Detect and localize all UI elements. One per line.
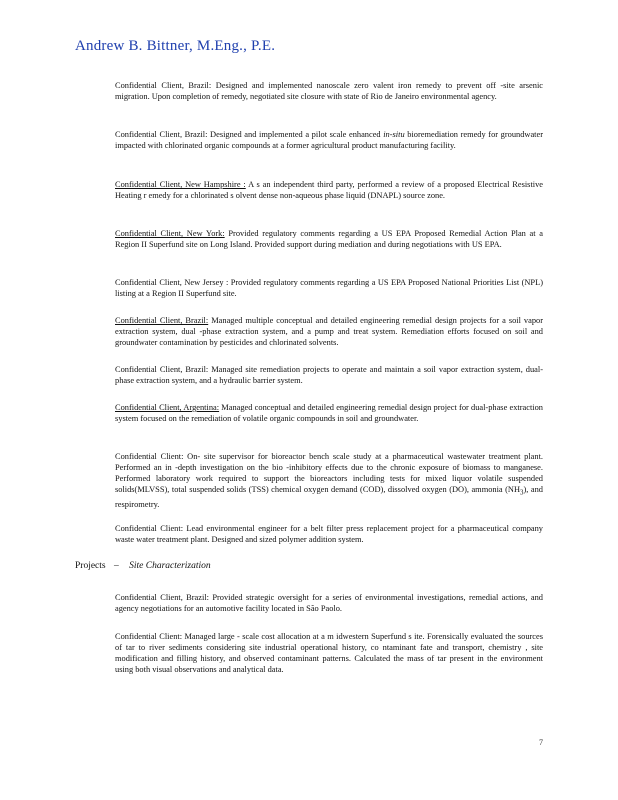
client-name: Confidential Client, New Hampshire : <box>115 180 246 189</box>
project-paragraph-1: Confidential Client, Brazil: Designed and implemented nanoscale zero valent iron remedy to prevent off -site arsenic migration. Upon completion of remedy, negotiated site closure with state of Rio de Janeiro environmental agency. <box>115 81 543 101</box>
project-paragraph-11: Confidential Client, Brazil: Provided strategic oversight for a series of environmental investigations, remedial actions, and agency negotiations for an automotive facility located in São Paolo. <box>115 593 543 613</box>
project-paragraph-5: Confidential Client, New Jersey : Provided regulatory comments regarding a US EPA Proposed National Priorities List (NPL) listing at a Region II Superfund site. <box>115 278 543 298</box>
project-paragraph-3 <box>115 179 543 201</box>
paragraph-text: Managed multiple conceptual and detailed engineering remedial design projects for a soil vapor extraction system, dual -phase extraction system, and a pump and treat system. Remediation efforts focused on soil and groundwater contamination by pesticides and chlorinated solvents. <box>115 316 543 347</box>
project-paragraph-12: Confidential Client: Managed large - scale cost allocation at a m idwestern Superfund s ite. Forensically evaluated the sources of tar to river sediments considering site industrial operational history, co ntaminant fate and transport, chemistry , site modification and filling history, and observed contaminant patterns. Calculated the mass of tar present in the environment using both visual observations and analytical data. <box>115 632 543 674</box>
project-paragraph-2 <box>115 129 543 151</box>
project-paragraph-9 <box>115 451 543 510</box>
project-paragraph-6 <box>115 315 543 348</box>
client-name: Confidential Client, Brazil: <box>115 316 209 325</box>
section-label: Projects <box>75 561 106 571</box>
paragraph-text: Managed conceptual and detailed engineering remedial design project for dual-phase extraction system focused on the remediation of volatile organic compounds in soil and groundwater. <box>115 403 543 423</box>
paragraph-text: ), and respirometry. <box>115 485 543 509</box>
paragraph-text: A s an independent third party, performed a review of a proposed Electrical Resistive Heating r emedy for a chlorinated s olvent dense non-aqueous phase liquid (DNAPL) source zone. <box>115 180 544 200</box>
client-name: Confidential Client, Argentina: <box>115 403 220 412</box>
paragraph-text: Provided regulatory comments regarding a US EPA Proposed Remedial Action Plan at a Region II Superfund site on Long Island. Provided support during mediation and during negotiations with US EPA. <box>115 229 543 249</box>
page-number: 7 <box>539 738 543 747</box>
paragraph-text: Confidential Client, Brazil: Designed and implemented a pilot scale enhanced <box>115 130 384 139</box>
section-dash: – <box>113 561 119 571</box>
project-paragraph-8 <box>115 402 543 424</box>
paragraph-text: Confidential Client: On- site supervisor for bioreactor bench scale study at a pharmaceutical wastewater treatment plant. Performed an in -depth investigation on the bio -inhibitory effects due to the chronic exposure of biomass to manganese. Performed laboratory work required to support the bioreactors including tests for mixed liquor volatile suspended solids(MLVSS), total suspended solids (TSS) chemical oxygen demand (COD), dissolved oxygen (DO), ammonia (NH <box>115 452 543 494</box>
project-paragraph-10: Confidential Client: Lead environmental engineer for a belt filter press replacement project for a pharmaceutical company waste water treatment plant. Designed and sized polymer addition system. <box>115 524 543 544</box>
project-paragraph-7: Confidential Client, Brazil: Managed site remediation projects to operate and maintain a soil vapor extraction system, dual-phase extraction system, and a hydraulic barrier system. <box>115 365 543 385</box>
paragraph-text: bioremediation remedy for groundwater impacted with chlorinated organic compounds at a former agricultural product manufacturing facility. <box>115 130 543 150</box>
section-heading <box>75 561 211 571</box>
document-header-name: Andrew B. Bittner, M.Eng., P.E. <box>75 38 276 54</box>
section-title: Site Characterization <box>129 561 211 571</box>
subscript: 3 <box>520 488 524 497</box>
client-name: Confidential Client, New York: <box>115 229 225 238</box>
in-situ-term: in-situ <box>383 130 405 139</box>
project-paragraph-4 <box>115 228 543 250</box>
